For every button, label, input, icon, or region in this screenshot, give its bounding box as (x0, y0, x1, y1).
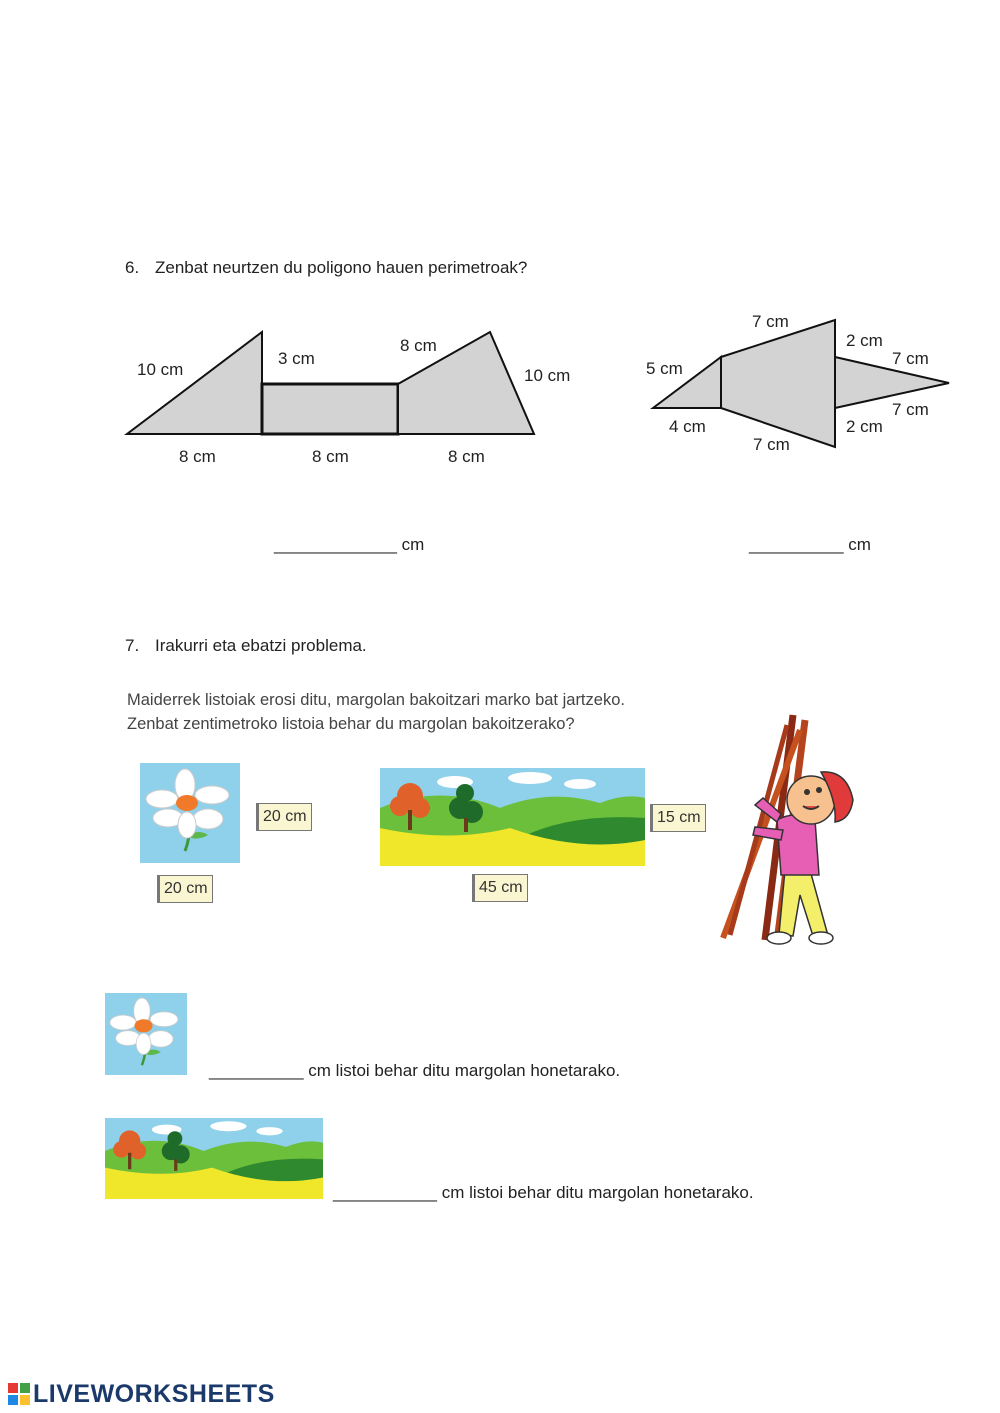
landscape-side-tag: 15 cm (650, 804, 706, 832)
problem-statement (127, 688, 625, 736)
q7-answer-2-text: cm listoi behar ditu margolan honetarako. (441, 1183, 754, 1202)
q7-answer-1[interactable] (209, 1061, 620, 1081)
fig1-label-left-slant: 10 cm (137, 360, 184, 379)
q6-answer-1-unit: cm (401, 535, 425, 554)
fig2-label-right-lower-short: 2 cm (846, 417, 883, 436)
flower-side-tag: 20 cm (256, 803, 312, 831)
q6-answer-1[interactable] (274, 535, 424, 555)
fig1-label-bottom-middle: 8 cm (312, 447, 349, 466)
question-7-title (125, 636, 367, 656)
q6-answer-2-unit: cm (848, 535, 871, 554)
fig2-label-left-upper: 5 cm (646, 359, 683, 378)
flower-painting (140, 763, 240, 863)
q7-answer-1-blank[interactable]: __________ (209, 1061, 304, 1080)
polygon-figure-1 (110, 310, 590, 480)
flower-bottom-tag: 20 cm (157, 875, 213, 903)
girl-with-sticks-illustration (715, 710, 865, 950)
fig1-label-bottom-right: 8 cm (448, 447, 485, 466)
fig2-label-left-lower: 4 cm (669, 417, 706, 436)
q6-answer-1-blank[interactable]: _____________ (274, 535, 397, 554)
fig2-label-right-upper-long: 7 cm (892, 349, 929, 368)
question-6-text: Zenbat neurtzen du poligono hauen perimetroak? (155, 258, 528, 277)
fig2-label-right-lower-long: 7 cm (892, 400, 929, 419)
fig2-label-right-upper-short: 2 cm (846, 331, 883, 350)
fig2-trapezoid (721, 320, 835, 447)
liveworksheets-logo-icon (8, 1383, 30, 1405)
fig1-label-middle-top: 3 cm (278, 349, 315, 368)
q7-answer-2[interactable] (333, 1183, 754, 1203)
liveworksheets-logo-text: LIVEWORKSHEETS (33, 1380, 275, 1408)
problem-line-2: Zenbat zentimetroko listoia behar du margolan bakoitzerako? (127, 715, 575, 733)
small-landscape-painting (105, 1118, 323, 1199)
polygon-figure-2 (635, 300, 965, 470)
fig2-label-bottom: 7 cm (753, 435, 790, 454)
fig1-label-right-top: 8 cm (400, 336, 437, 355)
landscape-painting (380, 768, 645, 866)
middle-rectangle (262, 384, 398, 434)
q6-answer-2-blank[interactable]: __________ (749, 535, 844, 554)
question-6-title (125, 258, 527, 278)
small-flower-painting (105, 993, 187, 1075)
liveworksheets-logo[interactable] (8, 1380, 275, 1409)
left-triangle (127, 332, 262, 434)
q6-answer-2[interactable] (749, 535, 871, 555)
fig2-label-top: 7 cm (752, 312, 789, 331)
q7-answer-1-text: cm listoi behar ditu margolan honetarako. (308, 1061, 621, 1080)
problem-line-1: Maiderrek listoiak erosi ditu, margolan bakoitzari marko bat jartzeko. (127, 691, 625, 709)
question-6-number: 6. (125, 258, 140, 277)
landscape-bottom-tag: 45 cm (472, 874, 528, 902)
question-7-text: Irakurri eta ebatzi problema. (155, 636, 367, 655)
fig1-label-bottom-left: 8 cm (179, 447, 216, 466)
question-7-number: 7. (125, 636, 140, 655)
fig1-label-right-slant: 10 cm (524, 366, 571, 385)
q7-answer-2-blank[interactable]: ___________ (333, 1183, 438, 1202)
